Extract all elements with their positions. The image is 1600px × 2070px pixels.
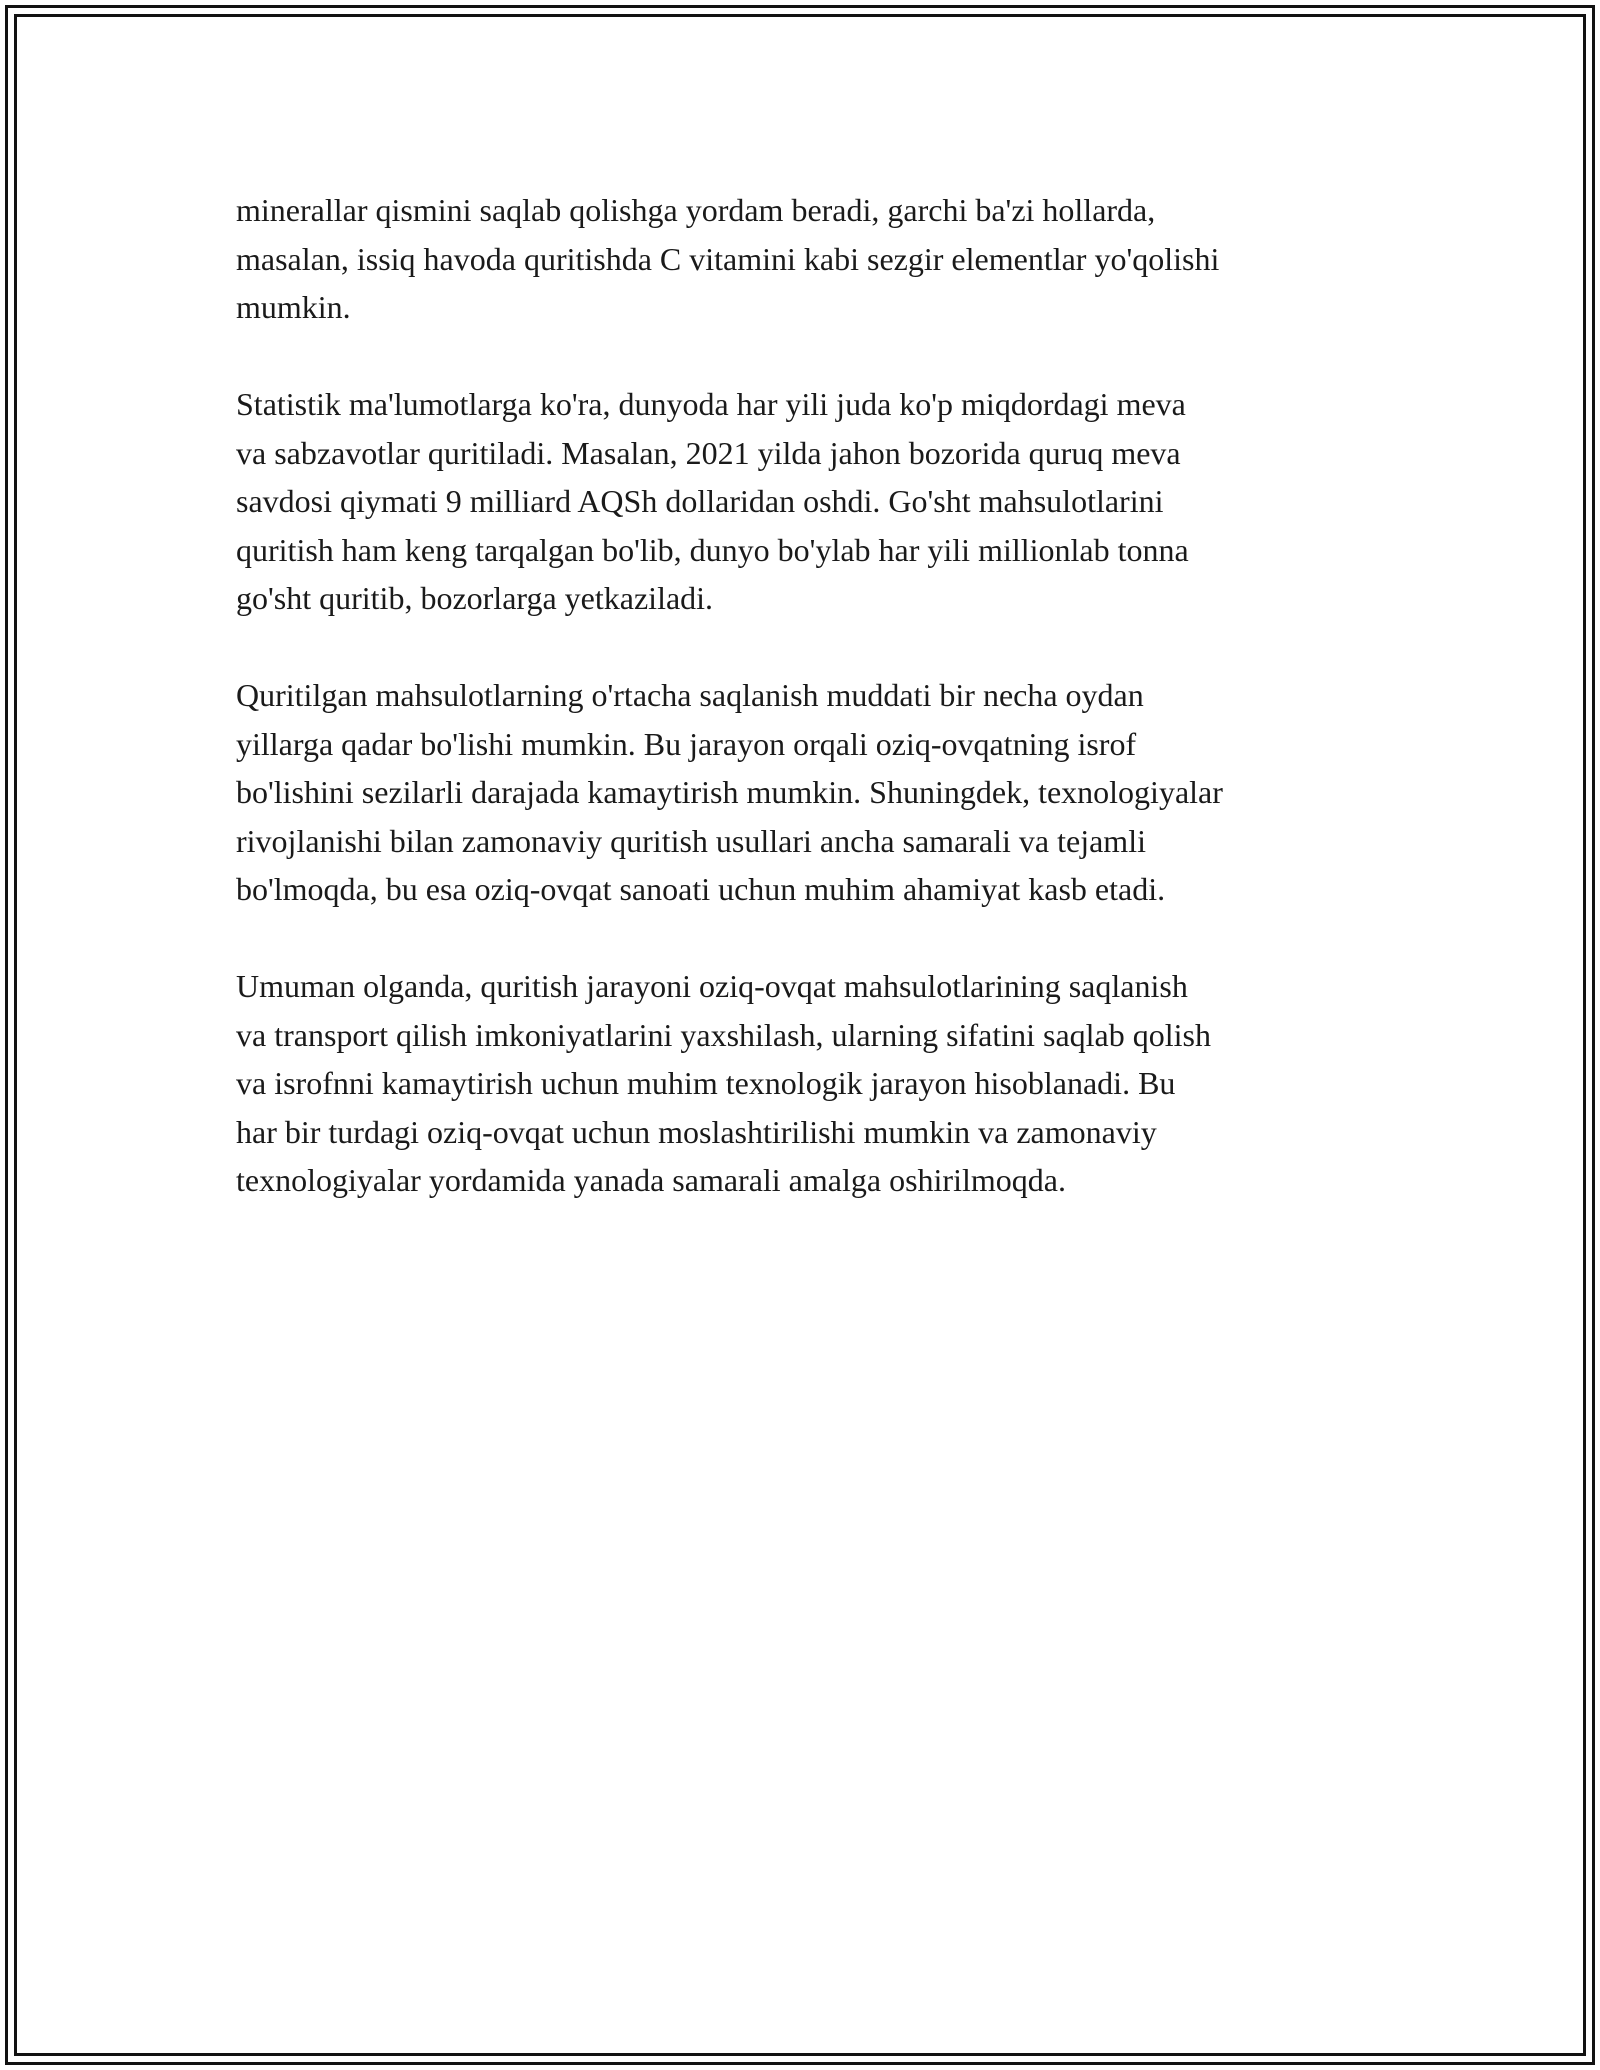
text-line: texnologiyalar yordamida yanada samarali amalga oshirilmoqda. — [236, 1162, 1066, 1198]
text-line: rivojlanishi bilan zamonaviy quritish usullari ancha samarali va tejamli — [236, 822, 1146, 859]
text-line: va sabzavotlar quritiladi. Masalan, 2021 yilda jahon bozorida quruq meva — [236, 434, 1181, 471]
document-body — [236, 186, 1376, 1253]
paragraph — [236, 380, 1376, 623]
text-line: minerallar qismini saqlab qolishga yordam beradi, garchi ba'zi hollarda, — [236, 192, 1156, 228]
text-line: masalan, issiq havoda quritishda C vitamini kabi sezgir elementlar yo'qolishi — [236, 240, 1220, 277]
text-line: yillarga qadar bo'lishi mumkin. Bu jarayon orqali oziq-ovqatning isrof — [236, 725, 1137, 762]
paragraph — [236, 186, 1376, 332]
text-line: Statistik ma'lumotlarga ko'ra, dunyoda har yili juda ko'p miqdordagi meva — [236, 386, 1186, 422]
text-line: har bir turdagi oziq-ovqat uchun moslashtirilishi mumkin va zamonaviy — [236, 1113, 1157, 1150]
text-line: go'sht quritib, bozorlarga yetkaziladi. — [236, 580, 714, 616]
text-line: bo'lishini sezilarli darajada kamaytirish mumkin. Shuningdek, texnologiyalar — [236, 774, 1223, 810]
text-line: quritish ham keng tarqalgan bo'lib, dunyo bo'ylab har yili millionlab tonna — [236, 531, 1189, 568]
paragraph — [236, 962, 1376, 1205]
text-line: savdosi qiymati 9 milliard AQSh dollaridan oshdi. Go'sht mahsulotlarini — [236, 483, 1164, 519]
text-line: va transport qilish imkoniyatlarini yaxshilash, ularning sifatini saqlab qolish — [236, 1016, 1211, 1053]
text-line: Quritilgan mahsulotlarning o'rtacha saqlanish muddati bir necha oydan — [236, 677, 1144, 713]
text-line: va isrofnni kamaytirish uchun muhim texnologik jarayon hisoblanadi. Bu — [236, 1065, 1176, 1101]
text-line: Umuman olganda, quritish jarayoni oziq-ovqat mahsulotlarining saqlanish — [236, 968, 1188, 1004]
text-line: mumkin. — [236, 289, 351, 325]
text-line: bo'lmoqda, bu esa oziq-ovqat sanoati uchun muhim ahamiyat kasb etadi. — [236, 871, 1166, 907]
paragraph — [236, 671, 1376, 914]
